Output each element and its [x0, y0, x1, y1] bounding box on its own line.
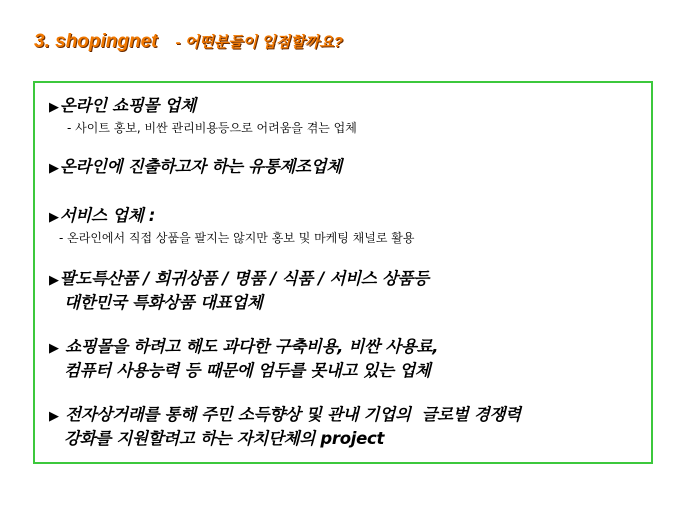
- bullet-triangle-icon: ▶: [49, 100, 59, 115]
- item-continuation: 대한민국 특화상품 대표업체: [64, 293, 263, 312]
- bullet-triangle-icon: ▶: [49, 210, 59, 225]
- list-item-cost-barrier: [49, 336, 641, 382]
- item-continuation: 강화를 지원할려고 하는 자치단체의 project: [64, 429, 385, 448]
- title-main: 3. shopingnet: [34, 31, 158, 52]
- list-item-specialty: [49, 268, 641, 314]
- item-continuation: 컴퓨터 사용능력 등 때문에 엄두를 못내고 있는 업체: [64, 361, 431, 380]
- list-item-service: [49, 205, 641, 247]
- item-heading: 온라인 쇼핑몰 업체: [59, 96, 196, 115]
- bullet-triangle-icon: ▶: [49, 409, 59, 424]
- item-heading: 온라인에 진출하고자 하는 유통제조업체: [59, 157, 342, 176]
- list-item-local-government: [49, 404, 641, 450]
- bullet-triangle-icon: ▶: [49, 161, 59, 176]
- list-item-distributor: [49, 156, 641, 180]
- bullet-triangle-icon: ▶: [49, 273, 59, 288]
- page-title: [34, 28, 343, 56]
- title-subtitle: - 어떤분들이 입점할까요?: [175, 34, 343, 51]
- item-description: - 사이트 홍보, 비싼 관리비용등으로 어려움을 겪는 업체: [67, 121, 357, 135]
- content-box: [33, 81, 653, 464]
- item-description: - 온라인에서 직접 상품을 팔지는 않지만 홍보 및 마케팅 채널로 활용: [59, 231, 415, 245]
- item-heading: 쇼핑몰을 하려고 해도 과다한 구축비용, 비싼 사용료,: [59, 337, 439, 356]
- bullet-triangle-icon: ▶: [49, 341, 59, 356]
- item-heading: 전자상거래를 통해 주민 소득향상 및 관내 기업의 글로벌 경쟁력: [59, 405, 521, 424]
- item-heading: 서비스 업체 :: [59, 206, 156, 225]
- list-item-online-mall: [49, 95, 641, 137]
- item-heading: 팔도특산품 / 희귀상품 / 명품 / 식품 / 서비스 상품등: [59, 269, 429, 288]
